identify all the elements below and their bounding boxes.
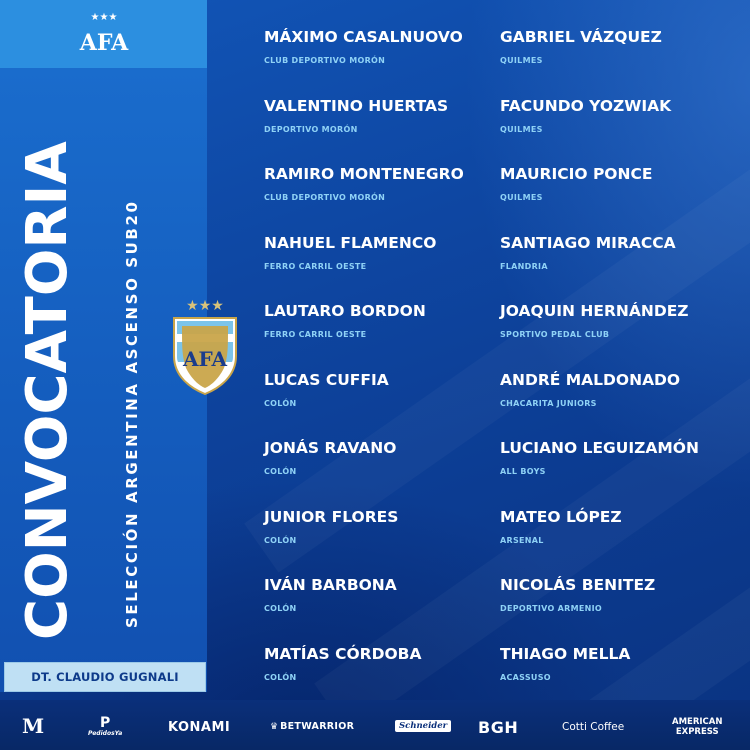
player-entry — [500, 369, 750, 438]
cotti-label: Cotti Coffee — [562, 721, 625, 733]
player-name: FACUNDO YOZWIAK — [500, 96, 672, 115]
afa-logo-stars: ★★★ — [90, 12, 118, 23]
pedidosya-icon: P — [100, 715, 111, 731]
player-club: QUILMES — [500, 56, 543, 65]
betwarrior-icon: ♛ — [270, 721, 279, 732]
konami-label: KONAMI — [168, 720, 231, 735]
player-club: COLÓN — [264, 535, 297, 545]
player-name: MATÍAS CÓRDOBA — [264, 644, 422, 663]
player-club: ARSENAL — [500, 535, 544, 545]
player-name: NICOLÁS BENITEZ — [500, 576, 656, 594]
player-entry — [500, 163, 750, 232]
betwarrior-label: BETWARRIOR — [280, 721, 355, 732]
player-entry — [500, 437, 750, 506]
poster-subtitle: SELECCIÓN ARGENTINA ASCENSO SUB20 — [123, 199, 141, 628]
player-entry — [500, 574, 750, 643]
amex-logo — [672, 717, 722, 737]
left-panel-header — [0, 0, 207, 68]
player-entry — [264, 437, 514, 506]
bgh-logo — [478, 718, 518, 737]
player-name: GABRIEL VÁZQUEZ — [500, 28, 662, 46]
player-name: IVÁN BARBONA — [264, 576, 397, 594]
player-entry — [264, 574, 514, 643]
konami-logo — [168, 720, 230, 735]
coach-box — [4, 662, 206, 692]
player-club: ALL BOYS — [500, 467, 546, 476]
player-entry — [264, 506, 514, 575]
crest-stars: ★★★ — [186, 298, 224, 314]
afa-crest-icon — [168, 296, 242, 396]
betwarrior-logo — [270, 721, 354, 732]
player-name: ANDRÉ MALDONADO — [500, 370, 681, 389]
player-name: MATEO LÓPEZ — [500, 507, 622, 526]
player-club: CLUB DEPORTIVO MORÓN — [264, 193, 386, 202]
player-entry — [264, 163, 514, 232]
player-entry — [264, 232, 514, 301]
player-club: COLÓN — [264, 604, 297, 613]
players-column-left — [264, 26, 514, 711]
player-name: VALENTINO HUERTAS — [264, 96, 449, 115]
schneider-label: Schneider — [395, 720, 451, 732]
player-name: MÁXIMO CASALNUOVO — [264, 28, 463, 46]
sponsor-bar — [0, 700, 750, 750]
player-name: NAHUEL FLAMENCO — [264, 233, 437, 252]
player-entry — [264, 369, 514, 438]
pedidosya-label: PedidosYa — [88, 730, 123, 737]
player-entry — [500, 95, 750, 164]
player-name: SANTIAGO MIRACCA — [500, 233, 676, 252]
player-name: LUCAS CUFFIA — [264, 370, 389, 389]
player-entry — [264, 26, 514, 95]
mcdonalds-logo — [22, 714, 44, 738]
player-club: COLÓN — [264, 467, 297, 476]
player-name: JONÁS RAVANO — [264, 439, 397, 457]
coach-label: DT. CLAUDIO GUGNALI — [31, 670, 179, 684]
player-club: CHACARITA JUNIORS — [500, 398, 597, 408]
amex-label-line1: AMERICAN — [672, 717, 723, 727]
player-name: LUCIANO LEGUIZAMÓN — [500, 439, 699, 457]
amex-label-line2: EXPRESS — [675, 727, 719, 737]
crest-text: AFA — [182, 347, 228, 371]
player-club: COLÓN — [264, 398, 297, 408]
player-club: DEPORTIVO ARMENIO — [500, 604, 602, 613]
player-club: COLÓN — [264, 672, 297, 682]
mcdonalds-icon: M — [22, 714, 45, 738]
player-entry — [500, 232, 750, 301]
schneider-logo — [395, 720, 451, 732]
player-name: JOAQUIN HERNÁNDEZ — [500, 302, 689, 320]
afa-logo-text: AFA — [79, 30, 129, 56]
player-club: FERRO CARRIL OESTE — [264, 261, 367, 271]
player-club: QUILMES — [500, 193, 543, 202]
player-entry — [264, 300, 514, 369]
player-club: QUILMES — [500, 124, 543, 134]
bgh-label: BGH — [478, 718, 519, 737]
player-club: FERRO CARRIL OESTE — [264, 330, 367, 339]
player-club: ACASSUSO — [500, 672, 551, 682]
player-entry — [500, 26, 750, 95]
player-entry — [500, 300, 750, 369]
player-club: CLUB DEPORTIVO MORÓN — [264, 56, 386, 65]
cotti-logo — [562, 721, 624, 733]
players-column-right — [500, 26, 750, 711]
player-club: FLANDRIA — [500, 261, 548, 271]
player-name: LAUTARO BORDON — [264, 302, 426, 320]
player-entry — [264, 95, 514, 164]
poster-title: CONVOCATORIA — [15, 141, 80, 640]
player-club: DEPORTIVO MORÓN — [264, 124, 358, 134]
player-entry — [500, 506, 750, 575]
player-club: SPORTIVO PEDAL CLUB — [500, 330, 610, 339]
player-name: MAURICIO PONCE — [500, 165, 653, 183]
player-name: THIAGO MELLA — [500, 644, 631, 663]
player-name: JUNIOR FLORES — [264, 507, 399, 526]
pedidosya-logo — [88, 716, 122, 737]
player-name: RAMIRO MONTENEGRO — [264, 165, 464, 183]
afa-logo-icon — [78, 8, 130, 60]
